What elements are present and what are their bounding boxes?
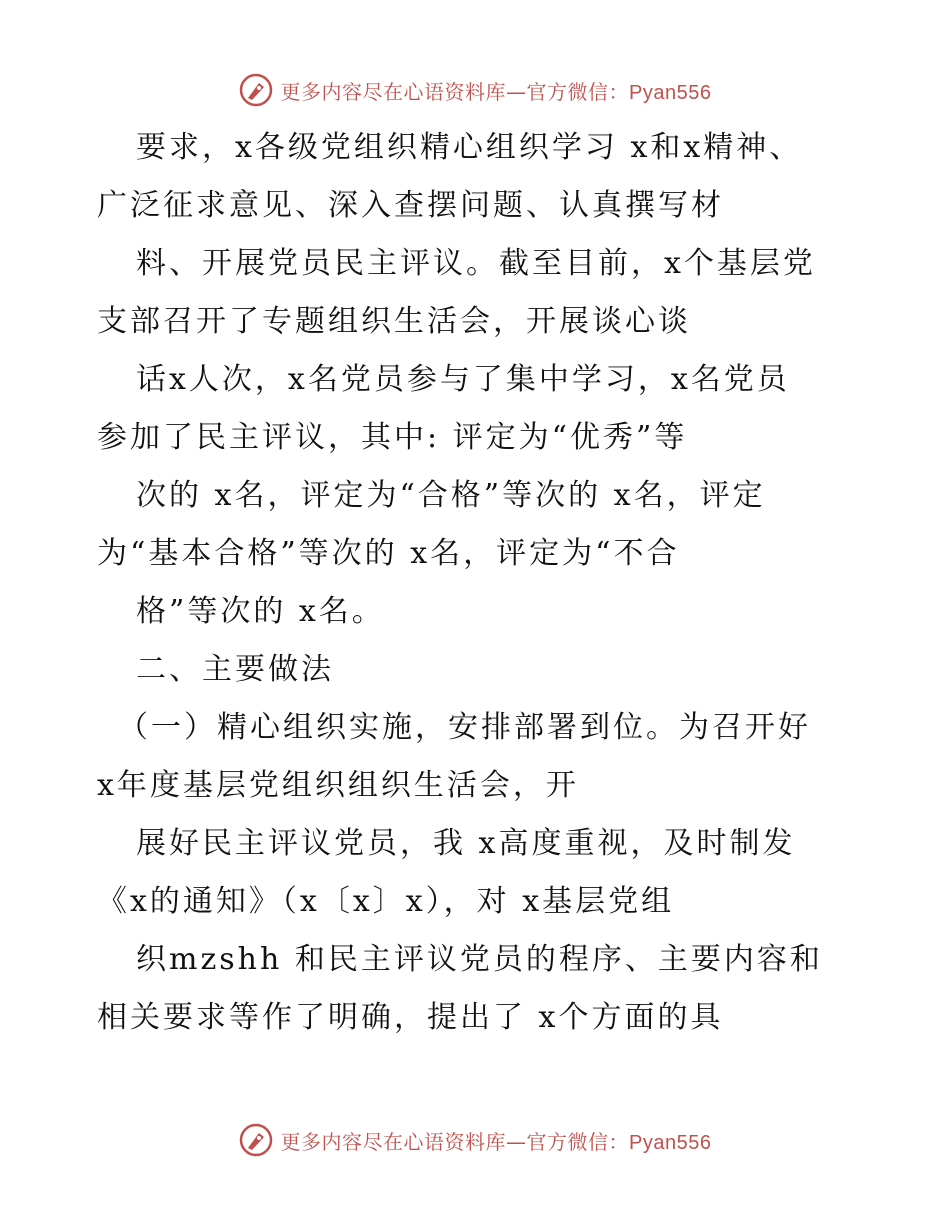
footer-text-id: Pyan556 — [629, 1131, 712, 1154]
body-line-8: 为“基本合格”等次的 x名，评定为“不合 — [97, 536, 680, 571]
header-text-id: Pyan556 — [629, 81, 712, 104]
body-line-11: （一）精心组织实施，安排部署到位。为召开好 — [118, 710, 811, 745]
body-line-2: 广泛征求意见、深入查摆问题、认真撰写材 — [97, 188, 724, 223]
header-text-cn: 更多内容尽在心语资料库—官方微信： — [280, 79, 630, 104]
body-line-16: 相关要求等作了明确，提出了 x个方面的具 — [97, 1000, 724, 1035]
body-line-9: 格”等次的 x名。 — [136, 594, 385, 629]
footer-banner — [0, 1120, 950, 1160]
header-banner-text — [281, 76, 712, 105]
body-line-15: 织mzshh 和民主评议党员的程序、主要内容和 — [136, 942, 823, 977]
body-line-4: 支部召开了专题组织生活会，开展谈心谈 — [97, 304, 691, 339]
pen-nib-logo-icon — [239, 73, 273, 107]
section-heading: 二、主要做法 — [136, 652, 334, 687]
body-line-3: 料、开展党员民主评议。截至目前，x个基层党 — [136, 246, 816, 281]
header-banner — [0, 70, 950, 110]
body-line-13: 展好民主评议党员，我 x高度重视，及时制发 — [136, 826, 796, 861]
footer-banner-text — [281, 1126, 712, 1155]
body-line-12: x年度基层党组织组织生活会，开 — [97, 768, 579, 803]
body-line-6: 参加了民主评议，其中: 评定为“优秀”等 — [97, 420, 688, 455]
body-line-5: 话x人次，x名党员参与了集中学习，x名党员 — [136, 362, 790, 397]
body-line-7: 次的 x名，评定为“合格”等次的 x名，评定 — [136, 478, 766, 513]
body-line-1: 要求，x各级党组织精心组织学习 x和x精神、 — [136, 130, 803, 165]
body-line-14: 《x的通知》（x〔x〕x），对 x基层党组 — [97, 884, 675, 919]
pen-nib-logo-icon — [239, 1123, 273, 1157]
footer-text-cn: 更多内容尽在心语资料库—官方微信： — [280, 1129, 630, 1154]
